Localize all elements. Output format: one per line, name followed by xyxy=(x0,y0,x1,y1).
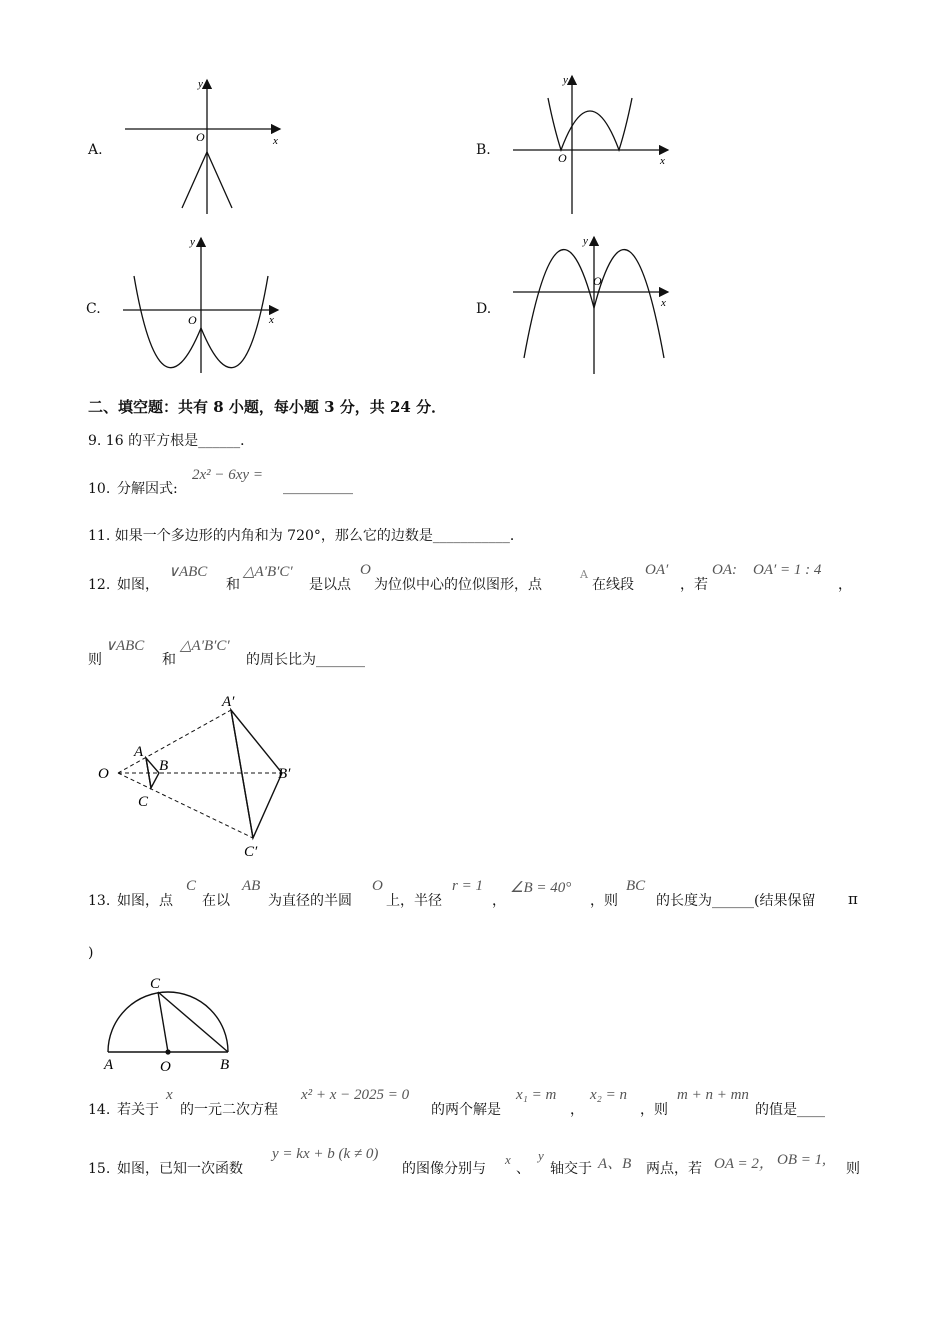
question-12-text-6: ，若 xyxy=(680,577,708,593)
question-13-radius: r = 1 xyxy=(452,878,483,894)
option-b-label: B. xyxy=(476,142,491,158)
option-b-x-label: x xyxy=(660,155,665,167)
question-12-figure xyxy=(96,690,316,865)
question-12-ratio: OA′ = 1 : 4 xyxy=(753,562,822,578)
option-c-y-label: y xyxy=(190,236,195,248)
option-d-label: D. xyxy=(476,301,492,317)
question-12-number: 12. xyxy=(88,577,111,593)
question-15-text-2: 的图像分别与 xyxy=(402,1161,486,1177)
question-13-close-paren: ) xyxy=(88,945,94,961)
fig13-label-a: A xyxy=(104,1057,114,1073)
question-15-function: y = kx + b (k ≠ 0) xyxy=(272,1146,379,1162)
question-13-diameter-ab: AB xyxy=(242,878,261,894)
question-14-text-6: 的值是____ xyxy=(755,1102,825,1118)
question-12-line2-abc: ∨ABC xyxy=(105,638,145,654)
question-15-text-5: 两点，若 xyxy=(646,1161,702,1177)
option-c-graph xyxy=(118,233,284,375)
fig13-label-c: C xyxy=(150,976,161,992)
question-12-text-4: 为位似中心的位似图形，点 xyxy=(374,577,542,593)
question-12-segment-oa1: OA′ xyxy=(645,562,669,578)
question-13-arc-bc: BC xyxy=(626,878,646,894)
question-14-equation: x² + x − 2025 = 0 xyxy=(301,1087,410,1103)
option-c-origin-label: O xyxy=(188,313,197,327)
question-14-text-5: ，则 xyxy=(640,1102,668,1118)
question-12-line2-tail: 的周长比为_______ xyxy=(246,652,365,668)
section-title: 二、填空题：共有 8 小题，每小题 3 分，共 24 分． xyxy=(88,398,447,416)
question-13-angle: ∠B = 40° xyxy=(510,880,572,896)
option-c-x-label: x xyxy=(269,314,274,326)
question-14-text-4: ， xyxy=(570,1102,584,1118)
question-15-text-4: 轴交于 xyxy=(550,1161,592,1177)
question-14-root-2: x₂ = n xyxy=(590,1087,627,1103)
option-b-origin-label: O xyxy=(558,151,567,165)
question-14-expression: m + n + mn xyxy=(677,1087,749,1103)
question-14-text-3: 的两个解是 xyxy=(431,1102,501,1118)
question-14-text-2: 的一元二次方程 xyxy=(180,1102,278,1118)
question-10-number: 10. xyxy=(88,481,111,497)
fig12-label-c: C xyxy=(138,794,149,810)
option-a-x-label: x xyxy=(273,135,278,147)
question-13-text-7: 的长度为______(结果保留 xyxy=(656,893,816,909)
question-11: 11. 如果一个多边形的内角和为 720°，那么它的边数是___________． xyxy=(88,528,524,544)
question-12-line2-and: 和 xyxy=(162,652,176,668)
question-15-text-1: 如图，已知一次函数 xyxy=(117,1161,243,1177)
fig12-label-o: O xyxy=(98,766,109,782)
question-13-number: 13. xyxy=(88,893,111,909)
question-13-text-2: 在以 xyxy=(202,893,230,909)
question-14-root-1: x₁ = m xyxy=(516,1087,557,1103)
question-13-point-o: O xyxy=(372,878,383,894)
question-12-oa: OA: xyxy=(712,562,737,578)
option-b-y-label: y xyxy=(563,74,568,86)
fig12-label-b: B xyxy=(159,758,169,774)
option-a-graph xyxy=(118,72,288,218)
option-d-y-label: y xyxy=(583,235,588,247)
fig12-label-a: A xyxy=(134,744,144,760)
question-15-number: 15. xyxy=(88,1161,111,1177)
question-12-triangle-a1b1c1: △A′B′C′ xyxy=(243,564,293,580)
question-12-text-3: 是以点 xyxy=(309,577,351,593)
option-b-graph xyxy=(508,70,674,218)
question-13-text-5: ， xyxy=(492,893,506,909)
question-15-x-axis: x xyxy=(505,1152,511,1167)
fig12-label-b-prime: B′ xyxy=(278,766,291,782)
question-13-text-4: 上，半径 xyxy=(386,893,442,909)
question-12-triangle-abc: ∨ABC xyxy=(168,564,208,580)
question-12-text-5: 在线段 xyxy=(592,577,634,593)
question-15-ob: OB = 1, xyxy=(777,1152,826,1168)
option-a-origin-label: O xyxy=(196,130,205,144)
fig13-label-b: B xyxy=(220,1057,230,1073)
question-12-text-7: ， xyxy=(838,577,852,593)
option-d-x-label: x xyxy=(661,297,666,309)
question-15-oa: OA = 2， xyxy=(714,1156,774,1172)
question-12-text-2: 和 xyxy=(226,577,240,593)
question-10-text: 分解因式: xyxy=(117,481,178,497)
question-12-line2-a1b1c1: △A′B′C′ xyxy=(180,638,230,654)
question-14-variable-x: x xyxy=(166,1087,173,1103)
question-12-point-o: O xyxy=(360,562,371,578)
question-15-text-3: 、 xyxy=(516,1161,530,1177)
question-10-blank: __________ xyxy=(283,479,353,495)
question-15-points: A、B xyxy=(598,1156,632,1172)
question-9: 9. 16 的平方根是______． xyxy=(88,433,255,449)
question-13-text-6: ，则 xyxy=(590,893,618,909)
option-d-graph xyxy=(508,232,674,376)
question-13-point-c: C xyxy=(186,878,197,894)
option-d-origin-label: O xyxy=(593,274,602,288)
question-13-pi: π xyxy=(848,890,858,908)
fig12-label-a-prime: A′ xyxy=(222,694,235,710)
question-13-text-1: 如图，点 xyxy=(117,893,173,909)
question-15-y-axis: y xyxy=(538,1148,544,1163)
question-12-text-1: 如图， xyxy=(117,577,159,593)
question-13-figure xyxy=(96,972,244,1076)
question-13-text-3: 为直径的半圆 xyxy=(268,893,352,909)
option-a-y-label: y xyxy=(198,78,203,90)
question-12-point-a: A xyxy=(580,568,588,581)
option-a-label: A. xyxy=(88,142,103,158)
fig12-label-c-prime: C′ xyxy=(244,844,258,860)
question-14-text-1: 若关于 xyxy=(117,1102,159,1118)
question-14-number: 14. xyxy=(88,1102,111,1118)
fig13-label-o: O xyxy=(160,1059,171,1075)
question-12-then: 则 xyxy=(88,652,102,668)
question-10-expression: 2x² − 6xy = xyxy=(192,467,263,483)
option-c-label: C. xyxy=(86,301,101,317)
question-15-text-6: 则 xyxy=(846,1161,860,1177)
